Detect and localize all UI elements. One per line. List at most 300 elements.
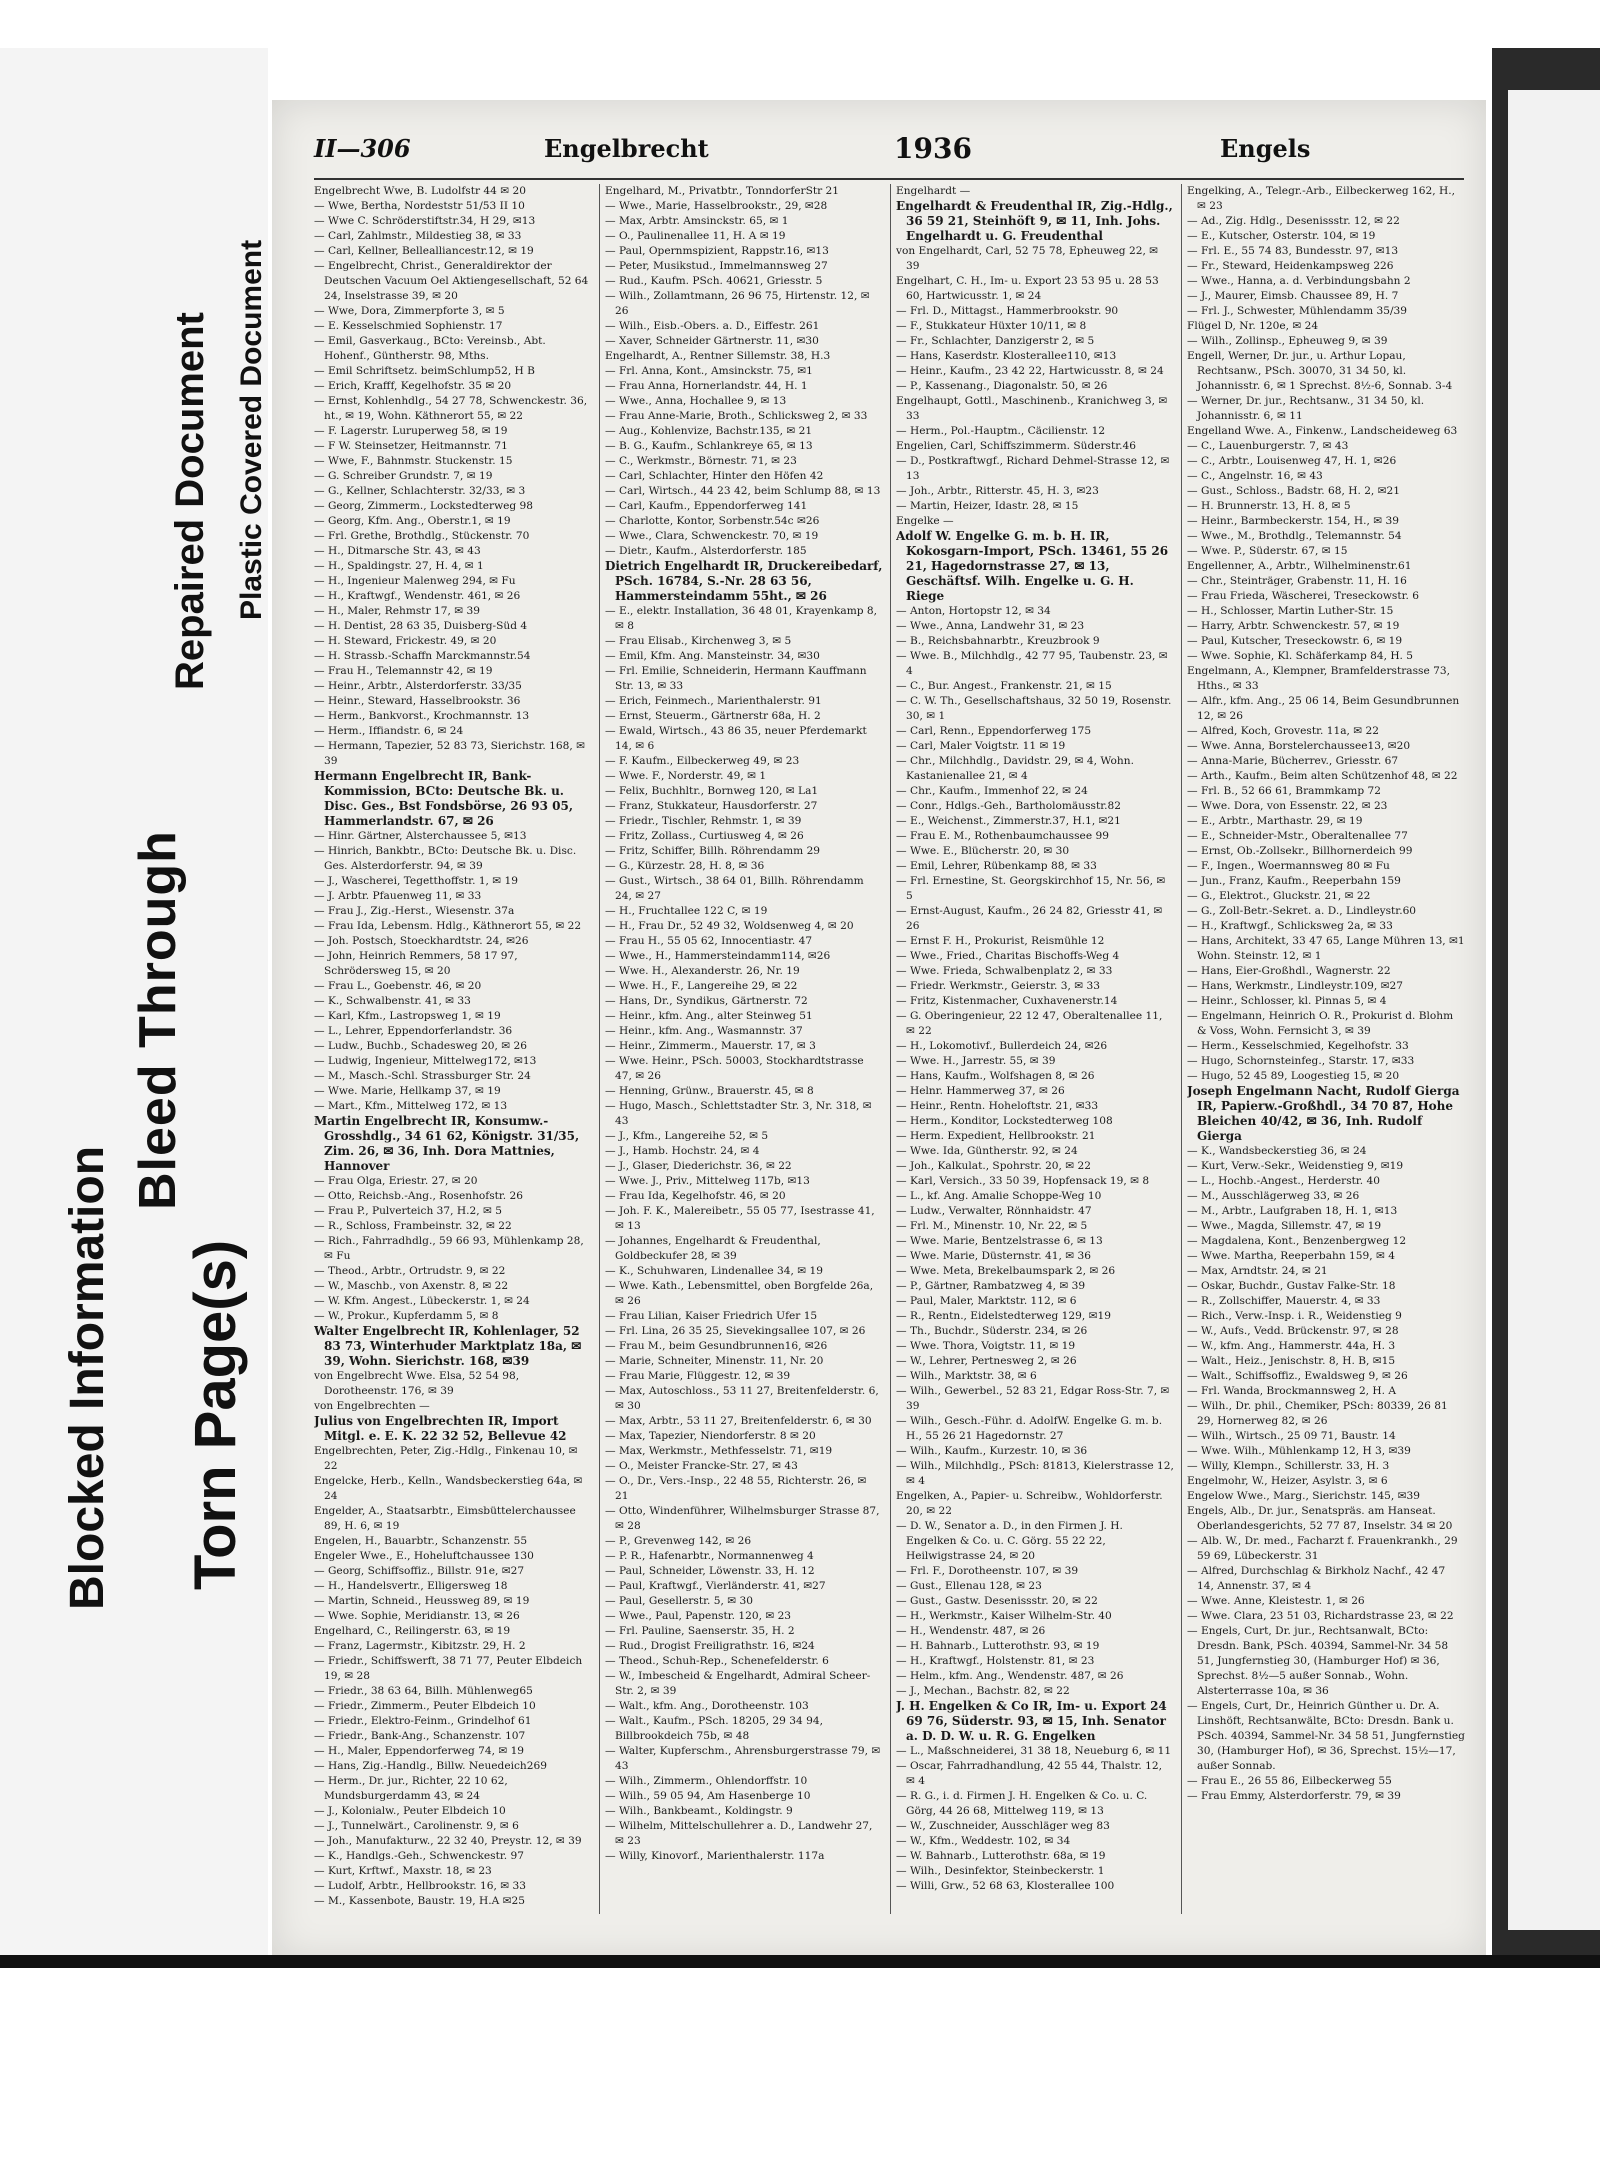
directory-entry: — L., kf. Ang. Amalie Schoppe-Weg 10 [896,1190,1102,1202]
directory-entry: — Engels, Curt, Dr., Heinrich Günther u. Dr. A. Linshöft, Rechtsanwälte, BCto: Dresdn. Bank u. PSch. 40394, Sammel-Nr. 34 58 51, Jungfernstieg 30, (Hamburger Hof), ✉ 36, Sprechst. 15½—17, außer Sonnab. [1187,1700,1465,1772]
directory-entry: — Wwe. Heinr., PSch. 50003, Stockhardtstrasse 47, ✉ 26 [605,1055,864,1082]
directory-entry: — Herm., Dr. jur., Richter, 22 10 62, Mundsburgerdamm 43, ✉ 24 [314,1775,508,1802]
directory-entry: — Wilh., Zollamtmann, 26 96 75, Hirtenstr. 12, ✉ 26 [605,290,870,317]
directory-entry: — H., Schlosser, Martin Luther-Str. 15 [1187,605,1394,617]
directory-entry: — Frau M., beim Gesundbrunnen16, ✉26 [605,1340,828,1352]
directory-entry: — Wwe. Dora, von Essenstr. 22, ✉ 23 [1187,800,1388,812]
directory-entry: — Wwe., Anna, Hochallee 9, ✉ 13 [605,395,787,407]
directory-entry: — H. Brunnerstr. 13, H. 8, ✉ 5 [1187,500,1351,512]
directory-entry: Walter Engelbrecht IR, Kohlenlager, 52 83 73, Winterhuder Marktplatz 18a, ✉ 39, Wohn. Sierichstr. 168, ✉39 [314,1324,582,1368]
directory-entry: Engelcke, Herb., Kelln., Wandsbeckerstieg 64a, ✉ 24 [314,1475,583,1502]
directory-entry: — Wwe. H., F., Langereihe 29, ✉ 22 [605,980,798,992]
directory-entry: — C., Arbtr., Louisenweg 47, H. 1, ✉26 [1187,455,1397,467]
column-2 [605,184,883,1914]
directory-entry: — Fritz, Schiffer, Billh. Röhrendamm 29 [605,845,821,857]
directory-entry: — C., Lauenburgerstr. 7, ✉ 43 [1187,440,1349,452]
directory-entry: — Frl. Lina, 26 35 25, Sievekingsallee 107, ✉ 26 [605,1325,866,1337]
directory-entry: — M., Ausschlägerweg 33, ✉ 26 [1187,1190,1360,1202]
directory-entry: — Ludw., Buchb., Schadesweg 20, ✉ 26 [314,1040,528,1052]
directory-entry: — G., Kürzestr. 28, H. 8, ✉ 36 [605,860,765,872]
directory-entry: — Hugo, Schornsteinfeg., Starstr. 17, ✉33 [1187,1055,1415,1067]
directory-entry: Engelmohr, W., Heizer, Asylstr. 3, ✉ 6 [1187,1475,1388,1487]
directory-entry: — Fritz, Zollass., Curtiusweg 4, ✉ 26 [605,830,804,842]
directory-entry: Engelbrechten, Peter, Zig.-Hdlg., Finkenau 10, ✉ 22 [314,1445,578,1472]
page-number: II—306 [314,134,411,163]
directory-entry: — K., Wandsbeckerstieg 36, ✉ 24 [1187,1145,1367,1157]
directory-entry: — W. Bahnarb., Lutterothstr. 68a, ✉ 19 [896,1850,1106,1862]
directory-entry: — Max, Werkmstr., Methfesselstr. 71, ✉19 [605,1445,833,1457]
directory-entry: — Wilh., Zollinsp., Epheuweg 9, ✉ 39 [1187,335,1388,347]
directory-entry: — Wwe., M., Brothdlg., Telemannstr. 54 [1187,530,1402,542]
directory-entry: — Hinr. Gärtner, Alsterchaussee 5, ✉13 [314,830,527,842]
directory-entry: — K., Schwalbenstr. 41, ✉ 33 [314,995,471,1007]
directory-entry: — W., Maschb., von Axenstr. 8, ✉ 22 [314,1280,509,1292]
directory-entry: Engelke — [896,515,954,527]
directory-entry: Engelken, A., Papier- u. Schreibw., Wohldorferstr. 20, ✉ 22 [896,1490,1163,1517]
directory-entry: — Wwe. Kath., Lebensmittel, oben Borgfelde 26a, ✉ 26 [605,1280,874,1307]
directory-entry: — W., Zuschneider, Ausschläger weg 83 [896,1820,1110,1832]
directory-entry: — Marie, Schneiter, Minenstr. 11, Nr. 20 [605,1355,824,1367]
directory-entry: — Wwe., Marie, Hasselbrookstr., 29, ✉28 [605,200,828,212]
label-blocked-information: Blocked Information [61,1145,114,1610]
directory-entry: — Peter, Musikstud., Immelmannsweg 27 [605,260,828,272]
directory-entry: Engelow Wwe., Marg., Sierichstr. 145, ✉39 [1187,1490,1421,1502]
directory-entry: Engelhardt & Freudenthal IR, Zig.-Hdlg., 36 59 21, Steinhöft 9, ✉ 11, Inh. Johs. Engelhardt u. G. Freudenthal [896,199,1173,243]
directory-entry: — Willy, Klempn., Schillerstr. 33, H. 3 [1187,1460,1390,1472]
directory-entry: — Paul, Schneider, Löwenstr. 33, H. 12 [605,1565,815,1577]
directory-entry: — Rud., Kaufm. PSch. 40621, Griesstr. 5 [605,275,823,287]
directory-entry: — Frau Lilian, Kaiser Friedrich Ufer 15 [605,1310,818,1322]
directory-entry: — Frl. F., Dorotheenstr. 107, ✉ 39 [896,1565,1079,1577]
directory-entry: — Engels, Curt, Dr. jur., Rechtsanwalt, BCto: Dresdn. Bank, PSch. 40394, Sammel-Nr. 34 58 51, Jungfernstieg 30, (Hamburger Hof) ✉ 36, Sprechst. 8½—5 außer Sonnab., Wohn. Alsterterrasse 10a, ✉ 36 [1187,1625,1449,1697]
directory-entry: — Charlotte, Kontor, Sorbenstr.54c ✉26 [605,515,820,527]
directory-entry: Engelhart, C. H., Im- u. Export 23 53 95 u. 28 53 60, Hartwicusstr. 1, ✉ 24 [896,275,1159,302]
directory-entry: — Ernst-August, Kaufm., 26 24 82, Griesstr 41, ✉ 26 [896,905,1163,932]
directory-entry: — Max, Tapezier, Niendorferstr. 8 ✉ 20 [605,1430,816,1442]
directory-entry: — J., Kfm., Langereihe 52, ✉ 5 [605,1130,769,1142]
directory-entry: Engelland Wwe. A., Finkenw., Landscheideweg 63 [1187,425,1458,437]
directory-entry: — Herm. Expedient, Hellbrookstr. 21 [896,1130,1096,1142]
directory-entry: — W., Aufs., Vedd. Brückenstr. 97, ✉ 28 [1187,1325,1399,1337]
directory-entry: — E., elektr. Installation, 36 48 01, Krayenkamp 8, ✉ 8 [605,605,878,632]
directory-entry: Hermann Engelbrecht IR, Bank-Kommission, BCto: Deutsche Bk. u. Disc. Ges., Bst Fondsbörse, 26 93 05, Hammerlandstr. 67, ✉ 26 [314,769,574,828]
directory-entry: — Joh., Kalkulat., Spohrstr. 20, ✉ 22 [896,1160,1092,1172]
directory-entry: — Mart., Kfm., Mittelweg 172, ✉ 13 [314,1100,508,1112]
directory-entry: — Georg, Kfm. Ang., Oberstr.1, ✉ 19 [314,515,511,527]
directory-entry: — H., Kraftwgf., Wendenstr. 461, ✉ 26 [314,590,521,602]
directory-entry: — Paul, Gesellerstr. 5, ✉ 30 [605,1595,753,1607]
directory-entry: — L., Hochb.-Angest., Herderstr. 40 [1187,1175,1381,1187]
directory-entry: — H., Maler, Rehmstr 17, ✉ 39 [314,605,480,617]
directory-entry: J. H. Engelken & Co IR, Im- u. Export 24 69 76, Süderstr. 93, ✉ 15, Inh. Senator a. D. D. W. u. R. G. Engelken [896,1699,1167,1743]
directory-entry: — Willi, Grw., 52 68 63, Klosterallee 100 [896,1880,1115,1892]
directory-entry: — Hans, Eier-Großhdl., Wagnerstr. 22 [1187,965,1391,977]
directory-entry: Engelder, A., Staatsarbtr., Eimsbüttelerchaussee 89, H. 6, ✉ 19 [314,1505,576,1532]
directory-entry: — Carl, Wirtsch., 44 23 42, beim Schlump 88, ✉ 13 [605,485,881,497]
directory-entry: — J., Kolonialw., Peuter Elbdeich 10 [314,1805,506,1817]
directory-entry: — Hinrich, Bankbtr., BCto: Deutsche Bk. u. Disc. Ges. Alsterdorferstr. 94, ✉ 39 [314,845,577,872]
directory-entry: — G., Kellner, Schlachterstr. 32/33, ✉ 3 [314,485,526,497]
column-divider [599,184,600,1914]
directory-entry: — Theod., Schuh-Rep., Schenefelderstr. 6 [605,1655,829,1667]
directory-entry: — Herm., Konditor, Lockstedterweg 108 [896,1115,1113,1127]
directory-entry: — B., Reichsbahnarbtr., Kreuzbrook 9 [896,635,1100,647]
directory-entry: Engelhard, C., Reilingerstr. 63, ✉ 19 [314,1625,511,1637]
directory-entry: — J., Wascherei, Tegetthoffstr. 1, ✉ 19 [314,875,519,887]
directory-entry: — H., Werkmstr., Kaiser Wilhelm-Str. 40 [896,1610,1112,1622]
directory-entry: — Wwe. P., Süderstr. 67, ✉ 15 [1187,545,1348,557]
directory-entry: — Fritz, Kistenmacher, Cuxhavenerstr.14 [896,995,1118,1007]
directory-entry: — R., Zollschiffer, Mauerstr. 4, ✉ 33 [1187,1295,1381,1307]
directory-entry: — Frau J., Zig.-Herst., Wiesenstr. 37a [314,905,515,917]
directory-entry: — Frau Anna, Hornerlandstr. 44, H. 1 [605,380,808,392]
directory-entry: — R., Schloss, Frambeinstr. 32, ✉ 22 [314,1220,512,1232]
directory-entry: — Harry, Arbtr. Schwenckestr. 57, ✉ 19 [1187,620,1400,632]
directory-entry: — Heinr., Zimmerm., Mauerstr. 17, ✉ 3 [605,1040,816,1052]
label-repaired-document: Repaired Document [168,312,212,690]
directory-entry: — Frau L., Goebenstr. 46, ✉ 20 [314,980,482,992]
directory-entry: — Heinr., kfm. Ang., Wasmannstr. 37 [605,1025,803,1037]
directory-entry: — Wwe., Hanna, a. d. Verbindungsbahn 2 [1187,275,1411,287]
directory-entry: — Wwe. Clara, 23 51 03, Richardstrasse 23, ✉ 22 [1187,1610,1454,1622]
directory-page [272,100,1486,1960]
directory-entry: — Engelbrecht, Christ., Generaldirektor der Deutschen Vacuum Oel Aktiengesellschaft, 52 64 24, Inselstrasse 39, ✉ 20 [314,260,589,302]
directory-entry: — P., Grevenweg 142, ✉ 26 [605,1535,752,1547]
directory-entry: — E. Kesselschmied Sophienstr. 17 [314,320,503,332]
directory-entry: — Fr., Steward, Heidenkampsweg 226 [1187,260,1394,272]
directory-entry: — Friedr., 38 63 64, Billh. Mühlenweg65 [314,1685,533,1697]
directory-entry: — Karl, Versich., 33 50 39, Hopfensack 19, ✉ 8 [896,1175,1150,1187]
directory-entry: — Wwe C. Schröderstiftstr.34, H 29, ✉13 [314,215,536,227]
directory-entry: — J., Maurer, Eimsb. Chaussee 89, H. 7 [1187,290,1399,302]
header-rule [314,178,1464,180]
directory-entry: — Hugo, Masch., Schlettstadter Str. 3, Nr. 318, ✉ 43 [605,1100,872,1127]
directory-entry: — D., Postkraftwgf., Richard Dehmel-Strasse 12, ✉ 13 [896,455,1170,482]
directory-entry: — Emil, Kfm. Ang. Mansteinstr. 34, ✉30 [605,650,820,662]
directory-entry: — Frl. Wanda, Brockmannsweg 2, H. A [1187,1385,1397,1397]
directory-entry: — Wwe. Sophie, Kl. Schäferkamp 84, H. 5 [1187,650,1414,662]
directory-entry: — Wwe. B., Milchhdlg., 42 77 95, Taubenstr. 23, ✉ 4 [896,650,1168,677]
directory-entry: — D. W., Senator a. D., in den Firmen J. H. Engelken & Co. u. C. Görg. 55 22 22, Heilwigstrasse 24, ✉ 20 [896,1520,1123,1562]
directory-entry: — Dietr., Kaufm., Alsterdorferstr. 185 [605,545,807,557]
directory-entry: — Otto, Windenführer, Wilhelmsburger Strasse 87, ✉ 28 [605,1505,880,1532]
directory-entry: — Ad., Zig. Hdlg., Desenissstr. 12, ✉ 22 [1187,215,1400,227]
directory-entry: — Walter, Kupferschm., Ahrensburgerstrasse 79, ✉ 43 [605,1745,881,1772]
directory-entry: — Gust., Schloss., Badstr. 68, H. 2, ✉21 [1187,485,1401,497]
directory-entry: — H., Ditmarsche Str. 43, ✉ 43 [314,545,481,557]
directory-entry: — Wwe. Ida, Güntherstr. 92, ✉ 24 [896,1145,1078,1157]
directory-entry: — Kurt, Verw.-Sekr., Weidenstieg 9, ✉19 [1187,1160,1404,1172]
directory-entry: — W. Kfm. Angest., Lübeckerstr. 1, ✉ 24 [314,1295,530,1307]
directory-entry: — C., Angelnstr. 16, ✉ 43 [1187,470,1323,482]
directory-entry: — Wwe. Thora, Voigtstr. 11, ✉ 19 [896,1340,1076,1352]
directory-entry: — Alfred, Durchschlag & Birkholz Nachf., 42 47 14, Annenstr. 37, ✉ 4 [1187,1565,1446,1592]
directory-entry: — Wilh., Eisb.-Obers. a. D., Eiffestr. 261 [605,320,820,332]
directory-entry: — Heinr., Kaufm., 23 42 22, Hartwicusstr. 8, ✉ 24 [896,365,1164,377]
directory-entry: — L., Lehrer, Eppendorferlandstr. 36 [314,1025,513,1037]
directory-entry: — Frau Anne-Marie, Broth., Schlicksweg 2, ✉ 33 [605,410,868,422]
directory-entry: — Willy, Kinovorf., Marienthalerstr. 117a [605,1850,825,1862]
directory-entry: — M., Kassenbote, Baustr. 19, H.A ✉25 [314,1895,525,1907]
directory-entry: — Conr., Hdlgs.-Geh., Bartholomäusstr.82 [896,800,1121,812]
directory-entry: — Frl. Emilie, Schneiderin, Hermann Kauffmann Str. 13, ✉ 33 [605,665,867,692]
directory-entry: Flügel D, Nr. 120e, ✉ 24 [1187,320,1319,332]
directory-entry: — Herm., Pol.-Hauptm., Cäcilienstr. 12 [896,425,1106,437]
directory-entry: — Friedr. Werkmstr., Geierstr. 3, ✉ 33 [896,980,1100,992]
directory-entry: von Engelhardt, Carl, 52 75 78, Epheuweg 22, ✉ 39 [896,245,1159,272]
directory-entry: — H., Lokomotivf., Bullerdeich 24, ✉26 [896,1040,1108,1052]
directory-entry: — Wwe. Anne, Kleistestr. 1, ✉ 26 [1187,1595,1365,1607]
directory-entry: — G. Schreiber Grundstr. 7, ✉ 19 [314,470,493,482]
directory-entry: — Otto, Reichsb.-Ang., Rosenhofstr. 26 [314,1190,523,1202]
directory-entry: — Martin, Heizer, Idastr. 28, ✉ 15 [896,500,1079,512]
directory-entry: — L., Maßschneiderei, 31 38 18, Neueburg 6, ✉ 11 [896,1745,1172,1757]
directory-entry: — Walt., Heiz., Jenischstr. 8, H. B, ✉15 [1187,1355,1396,1367]
directory-entry: — Gust., Gastw. Desenissstr. 20, ✉ 22 [896,1595,1098,1607]
directory-entry: — Carl, Kellner, Bellealliancestr.12, ✉ 19 [314,245,534,257]
directory-entry: Engelking, A., Telegr.-Arb., Eilbeckerweg 162, H., ✉ 23 [1187,185,1455,212]
directory-entry: — Ernst F. H., Prokurist, Reismühle 12 [896,935,1105,947]
directory-entry: — Walt., kfm. Ang., Dorotheenstr. 103 [605,1700,809,1712]
directory-entry: — E., Weichenst., Zimmerstr.37, H.1, ✉21 [896,815,1121,827]
directory-entry: — Anton, Hortopstr 12, ✉ 34 [896,605,1051,617]
directory-entry: — Wwe. E., Blücherstr. 20, ✉ 30 [896,845,1070,857]
directory-entry: — Frau Marie, Flüggestr. 12, ✉ 39 [605,1370,791,1382]
directory-entry: — H., Handelsvertr., Elligersweg 18 [314,1580,508,1592]
column-divider [1181,184,1182,1914]
directory-entry: — H., Wendenstr. 487, ✉ 26 [896,1625,1046,1637]
directory-entry: — H., Kraftwgf., Holstenstr. 81, ✉ 23 [896,1655,1095,1667]
directory-entry: — Erich, Feinmech., Marienthalerstr. 91 [605,695,822,707]
directory-entry: — Th., Buchdr., Süderstr. 234, ✉ 26 [896,1325,1088,1337]
directory-entry: — W., Imbescheid & Engelhardt, Admiral Scheer-Str. 2, ✉ 39 [605,1670,871,1697]
directory-entry: — H. Strassb.-Schaffn Marckmannstr.54 [314,650,531,662]
directory-entry: — K., Handlgs.-Geh., Schwenckestr. 97 [314,1850,524,1862]
directory-entry: — J., Mechan., Bachstr. 82, ✉ 22 [896,1685,1070,1697]
directory-entry: — Wwe. Frieda, Schwalbenplatz 2, ✉ 33 [896,965,1113,977]
directory-entry: — Wilh., Wirtsch., 25 09 71, Baustr. 14 [1187,1430,1396,1442]
directory-entry: — Wwe, Bertha, Nordeststr 51/53 II 10 [314,200,525,212]
directory-entry: — Henning, Grünw., Brauerstr. 45, ✉ 8 [605,1085,814,1097]
directory-entry: Engelien, Carl, Schiffszimmerm. Süderstr.46 [896,440,1136,452]
directory-entry: — H. Steward, Frickestr. 49, ✉ 20 [314,635,497,647]
directory-entry: — Frau Ida, Lebensm. Hdlg., Käthnerort 55, ✉ 22 [314,920,582,932]
directory-entry: — P. R., Hafenarbtr., Normannenweg 4 [605,1550,814,1562]
directory-entry: von Engelbrecht Wwe. Elsa, 52 54 98, Dorotheenstr. 176, ✉ 39 [314,1370,520,1397]
directory-entry: von Engelbrechten — [314,1400,430,1412]
label-torn-pages: Torn Page(s) [183,1239,248,1590]
directory-entry: — R. G., i. d. Firmen J. H. Engelken & Co. u. C. Görg, 44 26 68, Mittelweg 119, ✉ 13 [896,1790,1148,1817]
directory-entry: — Carl, Zahlmstr., Mildestieg 38, ✉ 33 [314,230,522,242]
directory-entry: — Wilh., Kaufm., Kurzestr. 10, ✉ 36 [896,1445,1088,1457]
label-plastic-covered: Plastic Covered Document [235,239,268,620]
directory-entry: — Xaver, Schneider Gärtnerstr. 11, ✉30 [605,335,819,347]
header-left-word: Engelbrecht [544,134,709,163]
directory-entry: — Wwe. J., Priv., Mittelweg 117b, ✉13 [605,1175,810,1187]
directory-entry: — Frau Ida, Kegelhofstr. 46, ✉ 20 [605,1190,786,1202]
directory-entry: Adolf W. Engelke G. m. b. H. IR, Kokosgarn-Import, PSch. 13461, 55 26 21, Hagedornstrasse 27, ✉ 13, Geschäftsf. Wilh. Engelke u. G. H. Riege [896,529,1169,603]
directory-entry: — Magdalena, Kont., Benzenbergweg 12 [1187,1235,1407,1247]
scan-bottom-margin [0,1968,1600,2177]
directory-entry: — Max, Autoschloss., 53 11 27, Breitenfelderstr. 6, ✉ 30 [605,1385,879,1412]
directory-entry: — Chr., Kaufm., Immenhof 22, ✉ 24 [896,785,1088,797]
directory-entry: — Joh., Manufakturw., 22 32 40, Preystr. 12, ✉ 39 [314,1835,582,1847]
directory-entry: — Wilh., Desinfektor, Steinbeckerstr. 1 [896,1865,1105,1877]
directory-entry: — Frl. M., Minenstr. 10, Nr. 22, ✉ 5 [896,1220,1088,1232]
directory-entry: — M., Arbtr., Laufgraben 18, H. 1, ✉13 [1187,1205,1398,1217]
directory-entry: — R., Rentn., Eidelstedterweg 129, ✉19 [896,1310,1111,1322]
directory-entry: — Wilh., Gesch.-Führ. d. AdolfW. Engelke G. m. b. H., 55 26 21 Hagedornstr. 27 [896,1415,1163,1442]
directory-entry: Engelbrecht Wwe, B. Ludolfstr 44 ✉ 20 [314,185,526,197]
directory-entry: — Wilh., Gewerbel., 52 83 21, Edgar Ross-Str. 7, ✉ 39 [896,1385,1170,1412]
directory-entry: — C. W. Th., Gesellschaftshaus, 32 50 19, Rosenstr. 30, ✉ 1 [896,695,1172,722]
directory-entry: Engeler Wwe., E., Hoheluftchaussee 130 [314,1550,534,1562]
directory-entry: — Wwe, Dora, Zimmerpforte 3, ✉ 5 [314,305,505,317]
directory-entry: — Frl. Grethe, Brothdlg., Stückenstr. 70 [314,530,530,542]
directory-entry: — J., Tunnelwärt., Carolinenstr. 9, ✉ 6 [314,1820,519,1832]
directory-entry: — Johannes, Engelhardt & Freudenthal, Goldbeckufer 28, ✉ 39 [605,1235,821,1262]
directory-entry: — Arth., Kaufm., Beim alten Schützenhof 48, ✉ 22 [1187,770,1458,782]
directory-entry: — E., Schneider-Mstr., Oberaltenallee 77 [1187,830,1408,842]
directory-entry: — Hans, Kaserdstr. Klosterallee110, ✉13 [896,350,1117,362]
directory-entry: Joseph Engelmann Nacht, Rudolf Gierga IR, Papierw.-Großhdl., 34 70 87, Hohe Bleichen 40/42, ✉ 36, Inh. Rudolf Gierga [1187,1084,1460,1143]
directory-entry: — J., Hamb. Hochstr. 24, ✉ 4 [605,1145,760,1157]
directory-entry: Engellenner, A., Arbtr., Wilhelminenstr.61 [1187,560,1412,572]
directory-entry: — Wilh., 59 05 94, Am Hasenberge 10 [605,1790,811,1802]
column-1 [314,184,592,1914]
directory-entry: — J. Arbtr. Pfauenweg 11, ✉ 33 [314,890,482,902]
directory-entry: — Wwe. H., Jarrestr. 55, ✉ 39 [896,1055,1056,1067]
directory-entry: Engelmann, A., Klempner, Bramfelderstrasse 73, Hths., ✉ 33 [1187,665,1450,692]
directory-entry: — Frau Emmy, Alsterdorferstr. 79, ✉ 39 [1187,1790,1401,1802]
directory-entry: — Frl. Pauline, Saenserstr. 35, H. 2 [605,1625,795,1637]
directory-entry: — Hermann, Tapezier, 52 83 73, Sierichstr. 168, ✉ 39 [314,740,585,767]
directory-entry: — H., Maler, Eppendorferweg 74, ✉ 19 [314,1745,525,1757]
directory-entry: — P., Gärtner, Rambatzweg 4, ✉ 39 [896,1280,1086,1292]
directory-entry: — O., Meister Francke-Str. 27, ✉ 43 [605,1460,798,1472]
page-header [314,130,1464,170]
directory-entry: — F. Kaufm., Eilbeckerweg 49, ✉ 23 [605,755,800,767]
directory-entry: — Gust., Ellenau 128, ✉ 23 [896,1580,1042,1592]
directory-entry: — E., Kutscher, Osterstr. 104, ✉ 19 [1187,230,1376,242]
directory-entry: — F., Ingen., Woermannsweg 80 ✉ Fu [1187,860,1390,872]
columns [314,184,1464,1924]
directory-entry: — Frl. Ernestine, St. Georgskirchhof 15, Nr. 56, ✉ 5 [896,875,1166,902]
directory-entry: — Rich., Fahrradhdlg., 59 66 93, Mühlenkamp 28, ✉ Fu [314,1235,584,1262]
directory-entry: — H., Fruchtallee 122 C, ✉ 19 [605,905,768,917]
directory-entry: — Carl, Kaufm., Eppendorferweg 141 [605,500,808,512]
directory-entry: — Wwe., Magda, Sillemstr. 47, ✉ 19 [1187,1220,1382,1232]
directory-entry: — Paul, Maler, Marktstr. 112, ✉ 6 [896,1295,1077,1307]
directory-entry: — Frau Olga, Eriestr. 27, ✉ 20 [314,1175,478,1187]
label-bleed-through: Bleed Through [129,830,187,1210]
directory-entry: — Ernst, Steuerm., Gärtnerstr 68a, H. 2 [605,710,821,722]
directory-entry: — Felix, Buchhltr., Bornweg 120, ✉ La1 [605,785,819,797]
directory-entry: — Chr., Steinträger, Grabenstr. 11, H. 16 [1187,575,1407,587]
directory-entry: Engelen, H., Bauarbtr., Schanzenstr. 55 [314,1535,528,1547]
directory-entry: — Friedr., Schiffswerft, 38 71 77, Peuter Elbdeich 19, ✉ 28 [314,1655,583,1682]
directory-entry: — Hans, Architekt, 33 47 65, Lange Mühren 13, ✉1 Wohn. Steinstr. 12, ✉ 1 [1187,935,1465,962]
directory-entry: — Jun., Franz, Kaufm., Reeperbahn 159 [1187,875,1401,887]
directory-entry: — Anna-Marie, Bücherrev., Griesstr. 67 [1187,755,1399,767]
directory-entry: — O., Paulinenallee 11, H. A ✉ 19 [605,230,786,242]
directory-entry: — Max, Arbtr. Amsinckstr. 65, ✉ 1 [605,215,789,227]
directory-entry: — Alfred, Koch, Grovestr. 11a, ✉ 22 [1187,725,1380,737]
directory-entry: — Joh. F. K., Malereibetr., 55 05 77, Isestrasse 41, ✉ 13 [605,1205,875,1232]
directory-entry: — G., Elektrot., Gluckstr. 21, ✉ 22 [1187,890,1371,902]
directory-entry: — Wwe. Meta, Brekelbaumspark 2, ✉ 26 [896,1265,1116,1277]
directory-entry: — P., Kassenang., Diagonalstr. 50, ✉ 26 [896,380,1108,392]
directory-entry: — F., Stukkateur Hüxter 10/11, ✉ 8 [896,320,1087,332]
directory-entry: — Georg, Schiffsoffiz., Billstr. 91e, ✉27 [314,1565,525,1577]
directory-entry: — H., Spaldingstr. 27, H. 4, ✉ 1 [314,560,484,572]
directory-entry: — Heinr., Barmbeckerstr. 154, H., ✉ 39 [1187,515,1399,527]
directory-entry: — Frau Elisab., Kirchenweg 3, ✉ 5 [605,635,792,647]
directory-entry: — Emil, Lehrer, Rübenkamp 88, ✉ 33 [896,860,1097,872]
directory-entry: — Carl, Renn., Eppendorferweg 175 [896,725,1092,737]
directory-entry: — Franz, Stukkateur, Hausdorferstr. 27 [605,800,818,812]
directory-entry: — F. Lagerstr. Luruperweg 58, ✉ 19 [314,425,508,437]
directory-entry: — Ernst, Ob.-Zollsekr., Billhornerdeich 99 [1187,845,1413,857]
directory-entry: — H., Ingenieur Malenweg 294, ✉ Fu [314,575,516,587]
directory-entry: Engell, Werner, Dr. jur., u. Arthur Lopau, Rechtsanw., PSch. 30070, 31 34 50, kl. Johannisstr. 6, ✉ 1 Sprechst. 8½-6, Sonnab. 3-4 [1187,350,1453,392]
directory-entry: — Helm., kfm. Ang., Wendenstr. 487, ✉ 26 [896,1670,1124,1682]
directory-entry: — Karl, Kfm., Lastropsweg 1, ✉ 19 [314,1010,501,1022]
directory-entry: — C., Werkmstr., Börnestr. 71, ✉ 23 [605,455,797,467]
directory-entry: — G., Zoll-Betr.-Sekret. a. D., Lindleystr.60 [1187,905,1417,917]
directory-entry: — G. Oberingenieur, 22 12 47, Oberaltenallee 11, ✉ 22 [896,1010,1163,1037]
directory-entry: — Ludwig, Ingenieur, Mittelweg172, ✉13 [314,1055,537,1067]
directory-entry: — Wwe. F., Norderstr. 49, ✉ 1 [605,770,767,782]
directory-entry: Martin Engelbrecht IR, Konsumw.-Grosshdlg., 34 61 62, Königstr. 31/35, Zim. 26, ✉ 36, Inh. Dora Mattnies, Hannover [314,1114,580,1173]
directory-entry: — Kurt, Krftwf., Maxstr. 18, ✉ 23 [314,1865,492,1877]
directory-entry: — Helnr. Hammerweg 37, ✉ 26 [896,1085,1065,1097]
directory-entry: — Herm., Bankvorst., Krochmannstr. 13 [314,710,530,722]
directory-entry: — Friedr., Tischler, Rehmstr. 1, ✉ 39 [605,815,802,827]
directory-entry: — John, Heinrich Remmers, 58 17 97, Schrödersweg 15, ✉ 20 [314,950,518,977]
directory-entry: — Frl. Anna, Kont., Amsinckstr. 75, ✉1 [605,365,813,377]
directory-entry: — Paul, Kraftwgf., Vierländerstr. 41, ✉27 [605,1580,826,1592]
directory-entry: — Theod., Arbtr., Ortrudstr. 9, ✉ 22 [314,1265,506,1277]
directory-entry: — Frl. B., 52 66 61, Brammkamp 72 [1187,785,1381,797]
directory-entry: — Wwe. Wilh., Mühlenkamp 12, H 3, ✉39 [1187,1445,1411,1457]
directory-entry: — O., Dr., Vers.-Insp., 22 48 55, Richterstr. 26, ✉ 21 [605,1475,867,1502]
directory-entry: — Frau Frieda, Wäscherei, Treseckowstr. 6 [1187,590,1419,602]
directory-entry: — W., Lehrer, Pertnesweg 2, ✉ 26 [896,1355,1077,1367]
directory-entry: — Frau E., 26 55 86, Eilbeckerweg 55 [1187,1775,1392,1787]
directory-entry: — Frl. D., Mittagst., Hammerbrookstr. 90 [896,305,1119,317]
directory-entry: — H., Kraftwgf., Schlicksweg 2a, ✉ 33 [1187,920,1393,932]
directory-entry: — Chr., Milchhdlg., Davidstr. 29, ✉ 4, Wohn. Kastanienallee 21, ✉ 4 [896,755,1134,782]
directory-entry: Engelhaupt, Gottl., Maschinenb., Kranichweg 3, ✉ 33 [896,395,1168,422]
directory-entry: — Hans, Dr., Syndikus, Gärtnerstr. 72 [605,995,808,1007]
directory-entry: — Emil Schriftsetz. beimSchlump52, H B [314,365,535,377]
directory-entry: — Frl. J., Schwester, Mühlendamm 35/39 [1187,305,1408,317]
header-year: 1936 [894,132,972,165]
directory-entry: — Frau H., 55 05 62, Innocentiastr. 47 [605,935,813,947]
directory-entry: — Alfr., kfm. Ang., 25 06 14, Beim Gesundbrunnen 12, ✉ 26 [1187,695,1460,722]
directory-entry: — Carl, Maler Voigtstr. 11 ✉ 19 [896,740,1066,752]
directory-entry: — Herm., Iffiandstr. 6, ✉ 24 [314,725,464,737]
directory-entry: — Heinr., Steward, Hasselbrookstr. 36 [314,695,521,707]
directory-entry: — H. Dentist, 28 63 35, Duisberg-Süd 4 [314,620,528,632]
directory-entry: Dietrich Engelhardt IR, Druckereibedarf, PSch. 16784, S.-Nr. 28 63 56, Hammersteindamm 55ht., ✉ 26 [605,559,883,603]
directory-entry: — Aug., Kohlenvize, Bachstr.135, ✉ 21 [605,425,813,437]
directory-entry: — Wwe., H., Hammersteindamm114, ✉26 [605,950,831,962]
directory-entry: — Frau P., Pulverteich 37, H.2, ✉ 5 [314,1205,502,1217]
directory-entry: — Hans, Werkmstr., Lindleystr.109, ✉27 [1187,980,1403,992]
directory-entry: — Wwe. Marie, Düsternstr. 41, ✉ 36 [896,1250,1091,1262]
